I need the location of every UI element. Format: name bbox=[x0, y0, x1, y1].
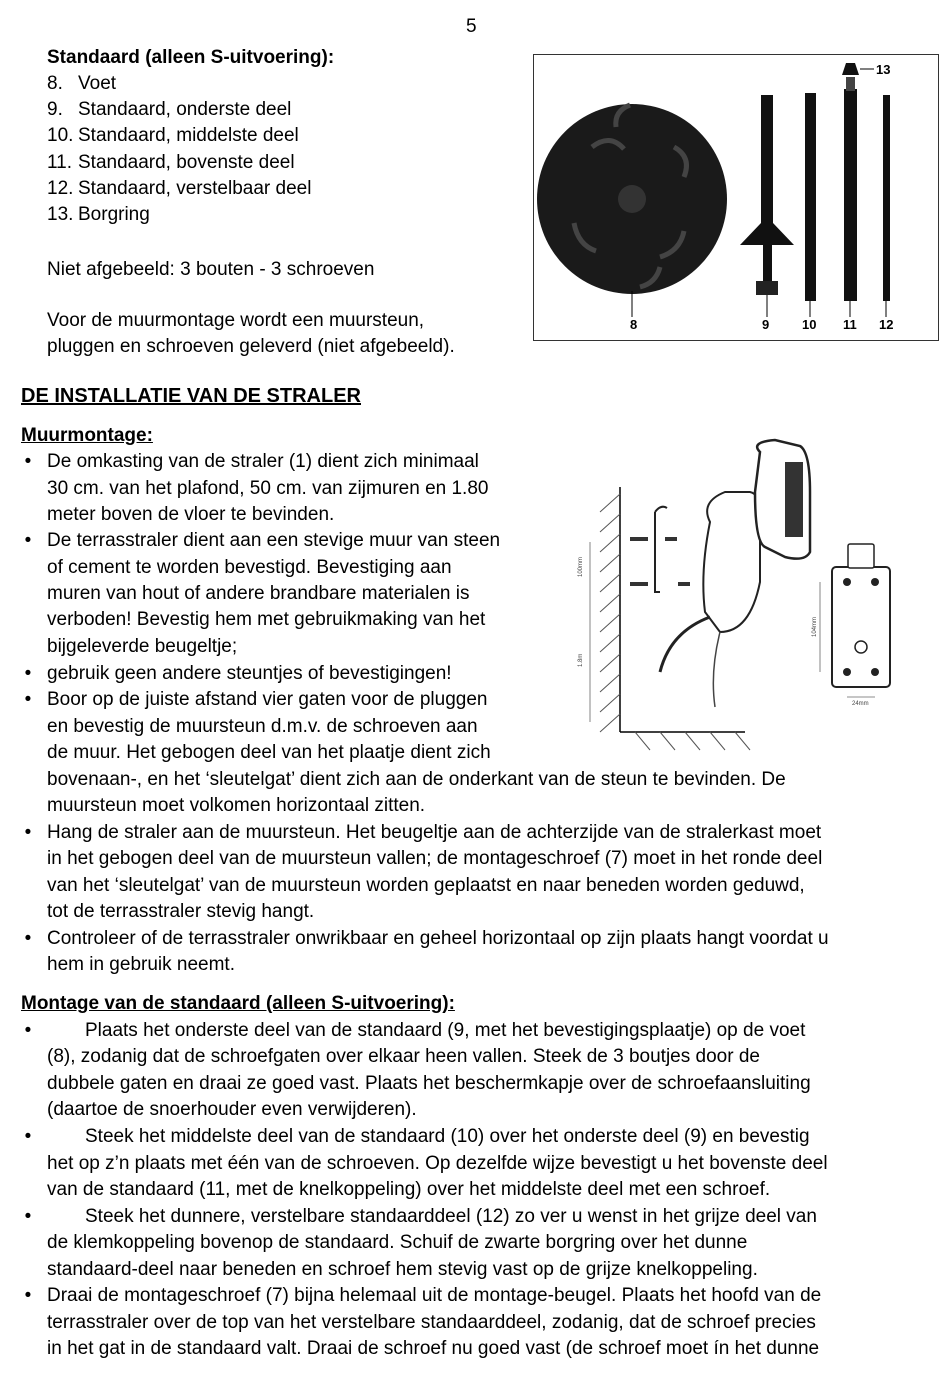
dimension-label: 104mm bbox=[812, 616, 818, 637]
stand-title: Standaard (alleen S-uitvoering): bbox=[47, 47, 335, 68]
heater-bracket-shape bbox=[703, 492, 760, 632]
dimension-label: 24mm bbox=[852, 701, 869, 707]
dimension-label: 1.8m bbox=[578, 653, 584, 667]
not-shown-note: Niet afgebeeld: 3 bouten - 3 schroeven bbox=[47, 259, 375, 280]
list-item: 13. Borgring bbox=[47, 204, 150, 225]
mounting-plate-shape bbox=[832, 567, 890, 687]
list-item: 12. Standaard, verstelbaar deel bbox=[47, 178, 312, 199]
bullet: • bbox=[24, 822, 32, 843]
callout-8: 8 bbox=[630, 317, 638, 332]
wall-mount-diagram bbox=[560, 432, 920, 762]
upper-pole-shape bbox=[844, 89, 857, 301]
list-item: 9. Standaard, onderste deel bbox=[47, 99, 292, 120]
wall-kit-note: Voor de muurmontage wordt een muursteun, bbox=[47, 310, 425, 331]
callout-10: 10 bbox=[802, 317, 817, 332]
list-item: 11. Standaard, bovenste deel bbox=[47, 152, 295, 173]
bullet: • bbox=[24, 928, 32, 949]
adjustable-pole-shape bbox=[883, 95, 890, 301]
wall-mount-figure bbox=[560, 432, 920, 762]
stand-mount-title: Montage van de standaard (alleen S-uitvoering): bbox=[21, 993, 455, 1014]
wall-kit-note: pluggen en schroeven geleverd (niet afgebeeld). bbox=[47, 336, 455, 357]
list-item: 10. Standaard, middelste deel bbox=[47, 125, 299, 146]
section-heading: DE INSTALLATIE VAN DE STRALER bbox=[21, 385, 361, 407]
dimension-label: 100mm bbox=[578, 556, 584, 577]
bullet: • bbox=[24, 1020, 32, 1041]
bullet: • bbox=[24, 451, 32, 472]
middle-pole-shape bbox=[805, 93, 816, 301]
page-number: 5 bbox=[466, 16, 477, 37]
stand-parts-illustration bbox=[534, 55, 938, 340]
callout-12: 12 bbox=[879, 317, 894, 332]
callout-9: 9 bbox=[762, 317, 770, 332]
power-cable-shape bbox=[660, 617, 710, 672]
wall-mount-title: Muurmontage: bbox=[21, 425, 153, 446]
bullet: • bbox=[24, 689, 32, 710]
bullet: • bbox=[24, 1285, 32, 1306]
locking-ring-shape bbox=[842, 63, 859, 75]
callout-11: 11 bbox=[843, 317, 857, 332]
bullet: • bbox=[24, 1206, 32, 1227]
bullet: • bbox=[24, 1126, 32, 1147]
callout-13: 13 bbox=[876, 62, 891, 77]
bullet: • bbox=[24, 530, 32, 551]
list-item: 8. Voet bbox=[47, 73, 117, 94]
bullet: • bbox=[24, 663, 32, 684]
wall-bracket-shape bbox=[655, 512, 660, 592]
stand-parts-figure bbox=[533, 54, 939, 341]
lower-pole-shape bbox=[761, 95, 773, 225]
